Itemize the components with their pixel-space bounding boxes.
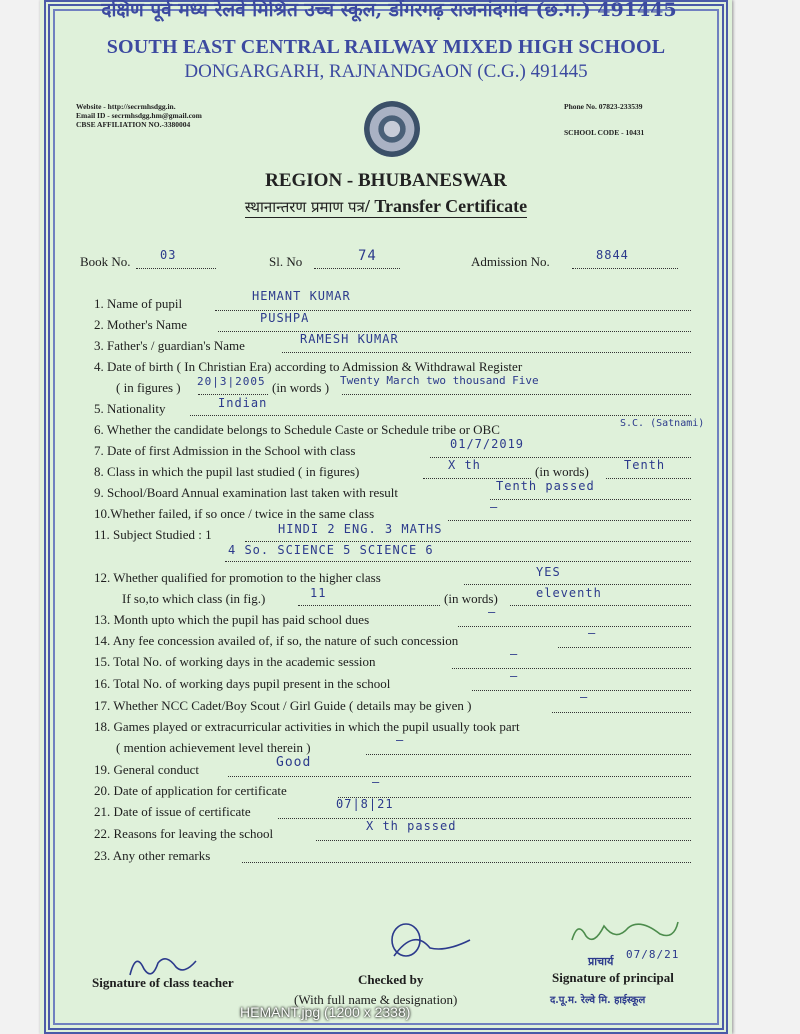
- field-20-value: —: [372, 775, 381, 789]
- field-8-figures-value: X th: [448, 458, 481, 472]
- field-8-words-value: Tenth: [624, 458, 666, 472]
- field-21-label: 21. Date of issue of certificate: [94, 804, 251, 819]
- admission-no-label: Admission No.: [471, 254, 550, 269]
- field-18-label: 18. Games played or extracurricular activities in which the pupil usually took part: [94, 719, 520, 734]
- phone-text: Phone No. 07823-233539: [564, 102, 643, 111]
- hindi-school-title: दक्षिण पूर्व मध्य रेलवे मिश्रित उच्च स्कूल, डोंगरगढ़ राजनांदगांव (छ.ग.) 491445: [101, 0, 677, 21]
- admission-no-value: 8844: [596, 248, 629, 262]
- field-18b-label: ( mention achievement level therein ): [116, 740, 311, 755]
- region-heading: REGION - BHUBANESWAR: [265, 170, 507, 191]
- field-22-value: X th passed: [366, 819, 457, 833]
- field-8-label: 8. Class in which the pupil last studied ( in figures): [94, 464, 360, 479]
- school-name: SOUTH EAST CENTRAL RAILWAY MIXED HIGH SCHOOL: [106, 36, 666, 58]
- title-english: Transfer Certificate: [374, 196, 528, 216]
- field-7-value: 01/7/2019: [450, 437, 525, 451]
- principal-stamp-hindi-2: द.पू.म. रेल्वे मि. हाईस्कूल: [550, 995, 646, 1006]
- field-4-label: 4. Date of birth ( In Christian Era) according to Admission & Withdrawal Register: [94, 359, 523, 374]
- field-4-figures-label: ( in figures ): [116, 380, 181, 395]
- field-17-label: 17. Whether NCC Cadet/Boy Scout / Girl Guide ( details may be given ): [94, 698, 472, 713]
- title-separator: /: [364, 196, 370, 216]
- field-4-words-value: Twenty March two thousand Five: [340, 374, 539, 387]
- field-11-value-line2: 4 So. SCIENCE 5 SCIENCE 6: [228, 543, 434, 557]
- field-3-value: RAMESH KUMAR: [300, 332, 399, 346]
- principal-signature-label: Signature of principal: [552, 970, 674, 985]
- field-16-label: 16. Total No. of working days pupil present in the school: [94, 676, 391, 691]
- field-13-label: 13. Month upto which the pupil has paid school dues: [94, 612, 370, 627]
- field-13-value: —: [488, 605, 497, 619]
- field-10-label: 10.Whether failed, if so once / twice in the same class: [94, 506, 375, 521]
- field-15-label: 15. Total No. of working days in the academic session: [94, 654, 376, 669]
- field-14-value: —: [588, 626, 597, 640]
- certificate-title: [40, 196, 732, 217]
- school-code-text: SCHOOL CODE - 10431: [564, 128, 645, 137]
- field-14-label: 14. Any fee concession availed of, if so, the nature of such concession: [94, 633, 459, 648]
- field-22-label: 22. Reasons for leaving the school: [94, 826, 274, 841]
- website-text: Website - http://secrmhsdgg.in.: [76, 102, 176, 111]
- field-10-value: —: [490, 500, 499, 514]
- field-18-value: —: [396, 733, 405, 747]
- book-no-label: Book No.: [80, 254, 131, 269]
- principal-stamp-hindi-1: प्राचार्य: [588, 955, 614, 968]
- field-4-words-label: (in words ): [272, 380, 330, 395]
- field-5-value: Indian: [218, 396, 268, 410]
- designation-label: (With full name & designation): [294, 992, 458, 1007]
- field-12b-words-label: (in words): [444, 591, 498, 606]
- field-16-value: —: [510, 669, 519, 683]
- field-12b-label: If so,to which class (in fig.): [122, 591, 266, 606]
- field-5-label: 5. Nationality: [94, 401, 166, 416]
- field-12-value: YES: [536, 565, 561, 579]
- field-15-value: —: [510, 647, 519, 661]
- field-21-value: 07|8|21: [336, 797, 394, 811]
- checked-by-label: Checked by: [358, 972, 424, 987]
- sl-no-value: 74: [358, 248, 377, 264]
- field-17-value: —: [580, 690, 589, 704]
- field-6-label: 6. Whether the candidate belongs to Schedule Caste or Schedule tribe or OBC: [94, 422, 500, 437]
- field-1-value: HEMANT KUMAR: [252, 289, 351, 303]
- field-19-label: 19. General conduct: [94, 762, 200, 777]
- field-19-value: Good: [276, 755, 312, 770]
- school-address: DONGARGARH, RAJNANDGAON (C.G.) 491445: [184, 61, 588, 82]
- affiliation-text: CBSE AFFILIATION NO.-3380004: [76, 120, 191, 129]
- field-12b-figures-value: 11: [310, 586, 327, 600]
- checker-signature-mark: [374, 918, 494, 968]
- email-text: Email ID - secrmhsdgg.hm@gmail.com: [76, 111, 202, 120]
- field-8-words-label: (in words): [535, 464, 589, 479]
- school-emblem-logo: [364, 101, 420, 157]
- book-no-value: 03: [160, 248, 177, 262]
- principal-sign-date: 07/8/21: [626, 948, 680, 961]
- field-11-label: 11. Subject Studied : 1: [94, 527, 212, 542]
- field-2-label: 2. Mother's Name: [94, 317, 187, 332]
- field-11-value-line1: HINDI 2 ENG. 3 MATHS: [278, 522, 443, 536]
- field-7-label: 7. Date of first Admission in the School with class: [94, 443, 356, 458]
- sl-no-label: Sl. No: [269, 254, 303, 269]
- field-4-figures-value: 20|3|2005: [197, 375, 266, 388]
- field-12-label: 12. Whether qualified for promotion to the higher class: [94, 570, 381, 585]
- field-2-value: PUSHPA: [260, 311, 310, 325]
- field-9-value: Tenth passed: [496, 479, 595, 493]
- title-hindi: स्थानान्तरण प्रमाण पत्र: [244, 198, 365, 216]
- image-caption: HEMANT.jpg (1200 x 2338): [240, 1004, 411, 1020]
- field-9-label: 9. School/Board Annual examination last taken with result: [94, 485, 399, 500]
- field-12b-words-value: eleventh: [536, 586, 602, 600]
- certificate-page: [40, 0, 732, 1034]
- teacher-signature-label: Signature of class teacher: [92, 975, 234, 990]
- field-23-label: 23. Any other remarks: [94, 848, 211, 863]
- field-6-value: S.C. (Satnami): [620, 418, 705, 429]
- field-20-label: 20. Date of application for certificate: [94, 783, 287, 798]
- field-1-label: 1. Name of pupil: [94, 296, 183, 311]
- field-3-label: 3. Father's / guardian's Name: [94, 338, 245, 353]
- principal-signature-mark: [564, 912, 684, 952]
